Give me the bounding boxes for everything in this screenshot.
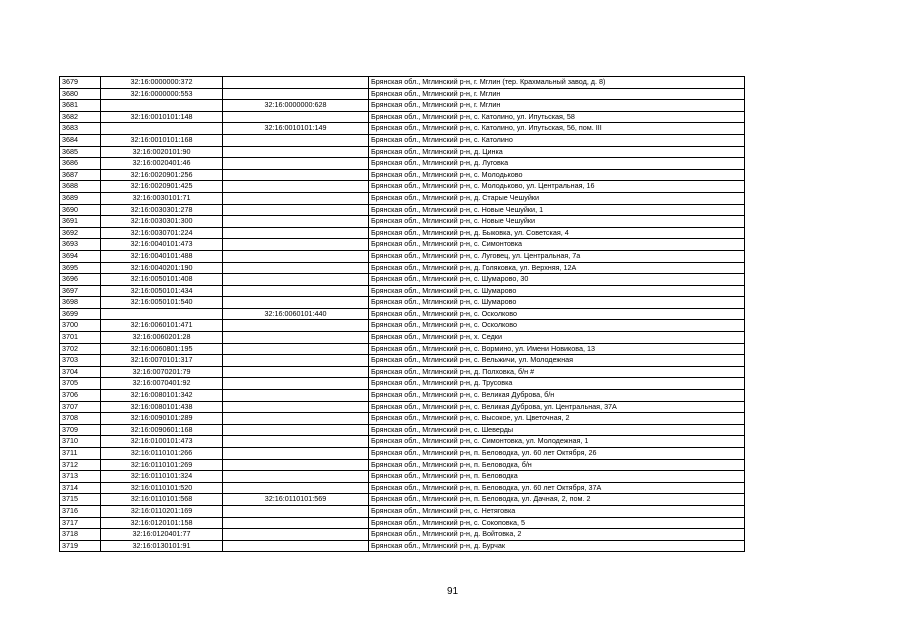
address-cell: Брянская обл., Мглинский р-н, с. Шумарово [369,285,745,297]
row-number-cell: 3711 [60,448,101,460]
related-cadastral-number-cell [223,413,369,425]
related-cadastral-number-cell [223,297,369,309]
table-row [60,308,745,320]
cadastral-number-cell: 32:16:0030701:224 [101,227,223,239]
cadastral-number-cell: 32:16:0020901:425 [101,181,223,193]
related-cadastral-number-cell [223,134,369,146]
table-row [60,424,745,436]
cadastral-number-cell: 32:16:0020901:256 [101,169,223,181]
cadastral-number-cell: 32:16:0070401:92 [101,378,223,390]
row-number-cell: 3700 [60,320,101,332]
cadastral-number-cell: 32:16:0130101:91 [101,540,223,552]
related-cadastral-number-cell [223,216,369,228]
address-cell: Брянская обл., Мглинский р-н, д. Полховка, б/н # [369,366,745,378]
address-cell: Брянская обл., Мглинский р-н, с. Шеверды [369,424,745,436]
cadastral-number-cell: 32:16:0020101:90 [101,146,223,158]
table-row [60,482,745,494]
address-cell: Брянская обл., Мглинский р-н, д. Войтовка, 2 [369,529,745,541]
related-cadastral-number-cell [223,482,369,494]
related-cadastral-number-cell [223,146,369,158]
row-number-cell: 3682 [60,111,101,123]
cadastral-number-cell: 32:16:0090601:168 [101,424,223,436]
table-row [60,343,745,355]
related-cadastral-number-cell [223,158,369,170]
related-cadastral-number-cell [223,471,369,483]
table-row [60,146,745,158]
address-cell: Брянская обл., Мглинский р-н, п. Беловодка, б/н [369,459,745,471]
table-row [60,517,745,529]
table-row [60,88,745,100]
table-row [60,77,745,89]
row-number-cell: 3696 [60,274,101,286]
row-number-cell: 3694 [60,250,101,262]
table-row [60,436,745,448]
related-cadastral-number-cell: 32:16:0110101:569 [223,494,369,506]
table-row [60,158,745,170]
row-number-cell: 3706 [60,390,101,402]
address-cell: Брянская обл., Мглинский р-н, с. Шумарово [369,297,745,309]
related-cadastral-number-cell [223,239,369,251]
row-number-cell: 3707 [60,401,101,413]
related-cadastral-number-cell [223,378,369,390]
address-cell: Брянская обл., Мглинский р-н, д. Цинка [369,146,745,158]
row-number-cell: 3698 [60,297,101,309]
cadastral-number-cell: 32:16:0060201:28 [101,332,223,344]
row-number-cell: 3715 [60,494,101,506]
table-row [60,505,745,517]
cadastral-number-cell: 32:16:0090101:289 [101,413,223,425]
cadastral-number-cell: 32:16:0110101:520 [101,482,223,494]
related-cadastral-number-cell [223,517,369,529]
row-number-cell: 3687 [60,169,101,181]
row-number-cell: 3697 [60,285,101,297]
address-cell: Брянская обл., Мглинский р-н, с. Католино, ул. Ипутьская, 56, пом. III [369,123,745,135]
page-number: 91 [446,586,459,597]
related-cadastral-number-cell [223,529,369,541]
row-number-cell: 3712 [60,459,101,471]
table-row [60,181,745,193]
related-cadastral-number-cell [223,424,369,436]
cadastral-number-cell: 32:16:0040101:488 [101,250,223,262]
row-number-cell: 3693 [60,239,101,251]
table-row [60,297,745,309]
related-cadastral-number-cell [223,169,369,181]
table-row [60,448,745,460]
row-number-cell: 3713 [60,471,101,483]
related-cadastral-number-cell: 32:16:0060101:440 [223,308,369,320]
cadastral-number-cell: 32:16:0040201:190 [101,262,223,274]
related-cadastral-number-cell [223,343,369,355]
address-cell: Брянская обл., Мглинский р-н, п. Беловодка, ул. 60 лет Октября, 37А [369,482,745,494]
address-cell: Брянская обл., Мглинский р-н, п. Беловодка, ул. Дачная, 2, пом. 2 [369,494,745,506]
table-row [60,250,745,262]
table-row [60,111,745,123]
row-number-cell: 3701 [60,332,101,344]
table-row [60,540,745,552]
address-cell: Брянская обл., Мглинский р-н, д. Луговка [369,158,745,170]
table-row [60,204,745,216]
related-cadastral-number-cell [223,192,369,204]
address-cell: Брянская обл., Мглинский р-н, с. Католино, ул. Ипутьская, 58 [369,111,745,123]
address-cell: Брянская обл., Мглинский р-н, с. Вормино, ул. Имени Новикова, 13 [369,343,745,355]
related-cadastral-number-cell [223,401,369,413]
table-row [60,274,745,286]
address-cell: Брянская обл., Мглинский р-н, г. Мглин [369,88,745,100]
address-cell: Брянская обл., Мглинский р-н, д. Голяковка, ул. Верхняя, 12А [369,262,745,274]
related-cadastral-number-cell [223,366,369,378]
cadastral-number-cell: 32:16:0030301:300 [101,216,223,228]
related-cadastral-number-cell [223,540,369,552]
table-row [60,355,745,367]
row-number-cell: 3716 [60,505,101,517]
cadastral-number-cell: 32:16:0110101:269 [101,459,223,471]
row-number-cell: 3714 [60,482,101,494]
cadastral-number-cell: 32:16:0030101:71 [101,192,223,204]
address-cell: Брянская обл., Мглинский р-н, с. Великая Дуброва, ул. Центральная, 37А [369,401,745,413]
row-number-cell: 3709 [60,424,101,436]
cadastral-number-cell: 32:16:0110101:568 [101,494,223,506]
row-number-cell: 3703 [60,355,101,367]
table-row [60,216,745,228]
row-number-cell: 3704 [60,366,101,378]
table-row [60,390,745,402]
row-number-cell: 3710 [60,436,101,448]
row-number-cell: 3680 [60,88,101,100]
related-cadastral-number-cell [223,88,369,100]
address-cell: Брянская обл., Мглинский р-н, с. Новые Чешуйки [369,216,745,228]
address-cell: Брянская обл., Мглинский р-н, с. Осколково [369,320,745,332]
cadastral-number-cell: 32:16:0050101:408 [101,274,223,286]
table-row [60,227,745,239]
address-cell: Брянская обл., Мглинский р-н, с. Симонтовка [369,239,745,251]
cadastral-number-cell: 32:16:0050101:434 [101,285,223,297]
cadastral-number-cell: 32:16:0120101:158 [101,517,223,529]
cadastral-number-cell: 32:16:0100101:473 [101,436,223,448]
related-cadastral-number-cell [223,355,369,367]
table-row [60,366,745,378]
table-row [60,413,745,425]
row-number-cell: 3681 [60,100,101,112]
related-cadastral-number-cell [223,262,369,274]
table-row [60,332,745,344]
cadastral-number-cell: 32:16:0110101:324 [101,471,223,483]
cadastral-number-cell: 32:16:0070101:317 [101,355,223,367]
address-cell: Брянская обл., Мглинский р-н, п. Беловодка [369,471,745,483]
address-cell: Брянская обл., Мглинский р-н, с. Осколково [369,308,745,320]
row-number-cell: 3702 [60,343,101,355]
related-cadastral-number-cell [223,227,369,239]
address-cell: Брянская обл., Мглинский р-н, с. Нетяговка [369,505,745,517]
cadastral-number-cell [101,100,223,112]
cadastral-number-cell: 32:16:0110201:169 [101,505,223,517]
row-number-cell: 3708 [60,413,101,425]
row-number-cell: 3686 [60,158,101,170]
related-cadastral-number-cell [223,390,369,402]
address-cell: Брянская обл., Мглинский р-н, д. Трусовка [369,378,745,390]
address-cell: Брянская обл., Мглинский р-н, с. Новые Чешуйки, 1 [369,204,745,216]
address-cell: Брянская обл., Мглинский р-н, п. Беловодка, ул. 60 лет Октября, 26 [369,448,745,460]
table-row [60,169,745,181]
address-cell: Брянская обл., Мглинский р-н, д. Бурчак [369,540,745,552]
row-number-cell: 3689 [60,192,101,204]
table-row [60,262,745,274]
address-cell: Брянская обл., Мглинский р-н, с. Католино [369,134,745,146]
address-cell: Брянская обл., Мглинский р-н, с. Луговец, ул. Центральная, 7а [369,250,745,262]
row-number-cell: 3688 [60,181,101,193]
related-cadastral-number-cell [223,77,369,89]
related-cadastral-number-cell: 32:16:0010101:149 [223,123,369,135]
cadastral-number-cell: 32:16:0000000:553 [101,88,223,100]
cadastral-number-cell: 32:16:0060101:471 [101,320,223,332]
cadastral-number-cell: 32:16:0080101:438 [101,401,223,413]
table-row [60,378,745,390]
table-row [60,529,745,541]
related-cadastral-number-cell [223,436,369,448]
cadastral-number-cell: 32:16:0070201:79 [101,366,223,378]
table-row [60,459,745,471]
related-cadastral-number-cell [223,459,369,471]
related-cadastral-number-cell [223,274,369,286]
cadastral-number-cell [101,123,223,135]
row-number-cell: 3692 [60,227,101,239]
table-row [60,192,745,204]
related-cadastral-number-cell [223,111,369,123]
cadastral-number-cell: 32:16:0010101:168 [101,134,223,146]
related-cadastral-number-cell [223,181,369,193]
address-cell: Брянская обл., Мглинский р-н, с. Вельжичи, ул. Молодежная [369,355,745,367]
row-number-cell: 3683 [60,123,101,135]
address-cell: Брянская обл., Мглинский р-н, с. Симонтовка, ул. Молодежная, 1 [369,436,745,448]
cadastral-number-cell: 32:16:0020401:46 [101,158,223,170]
related-cadastral-number-cell [223,332,369,344]
table-row [60,123,745,135]
row-number-cell: 3718 [60,529,101,541]
related-cadastral-number-cell [223,204,369,216]
related-cadastral-number-cell [223,505,369,517]
registry-table-body [60,77,745,552]
row-number-cell: 3691 [60,216,101,228]
table-row [60,471,745,483]
row-number-cell: 3705 [60,378,101,390]
address-cell: Брянская обл., Мглинский р-н, г. Мглин (тер. Крахмальный завод, д. 8) [369,77,745,89]
related-cadastral-number-cell [223,285,369,297]
row-number-cell: 3695 [60,262,101,274]
address-cell: Брянская обл., Мглинский р-н, г. Мглин [369,100,745,112]
cadastral-number-cell: 32:16:0110101:266 [101,448,223,460]
address-cell: Брянская обл., Мглинский р-н, с. Великая Дуброва, б/н [369,390,745,402]
cadastral-number-cell: 32:16:0120401:77 [101,529,223,541]
registry-table [59,76,745,552]
table-row [60,285,745,297]
row-number-cell: 3679 [60,77,101,89]
address-cell: Брянская обл., Мглинский р-н, д. Быковка, ул. Советская, 4 [369,227,745,239]
table-row [60,320,745,332]
address-cell: Брянская обл., Мглинский р-н, с. Шумарово, 30 [369,274,745,286]
cadastral-number-cell: 32:16:0000000:372 [101,77,223,89]
row-number-cell: 3685 [60,146,101,158]
table-row [60,494,745,506]
table-row [60,100,745,112]
related-cadastral-number-cell [223,250,369,262]
address-cell: Брянская обл., Мглинский р-н, с. Молодьково, ул. Центральная, 16 [369,181,745,193]
row-number-cell: 3690 [60,204,101,216]
address-cell: Брянская обл., Мглинский р-н, с. Высокое, ул. Цветочная, 2 [369,413,745,425]
row-number-cell: 3684 [60,134,101,146]
address-cell: Брянская обл., Мглинский р-н, с. Сокоповка, 5 [369,517,745,529]
row-number-cell: 3717 [60,517,101,529]
related-cadastral-number-cell [223,448,369,460]
cadastral-number-cell: 32:16:0060801:195 [101,343,223,355]
related-cadastral-number-cell [223,320,369,332]
cadastral-number-cell [101,308,223,320]
row-number-cell: 3719 [60,540,101,552]
cadastral-number-cell: 32:16:0030301:278 [101,204,223,216]
address-cell: Брянская обл., Мглинский р-н, д. Старые Чешуйки [369,192,745,204]
row-number-cell: 3699 [60,308,101,320]
cadastral-number-cell: 32:16:0080101:342 [101,390,223,402]
cadastral-number-cell: 32:16:0010101:148 [101,111,223,123]
cadastral-number-cell: 32:16:0050101:540 [101,297,223,309]
cadastral-number-cell: 32:16:0040101:473 [101,239,223,251]
related-cadastral-number-cell: 32:16:0000000:628 [223,100,369,112]
address-cell: Брянская обл., Мглинский р-н, х. Седки [369,332,745,344]
table-row [60,401,745,413]
table-row [60,134,745,146]
address-cell: Брянская обл., Мглинский р-н, с. Молодьково [369,169,745,181]
table-row [60,239,745,251]
